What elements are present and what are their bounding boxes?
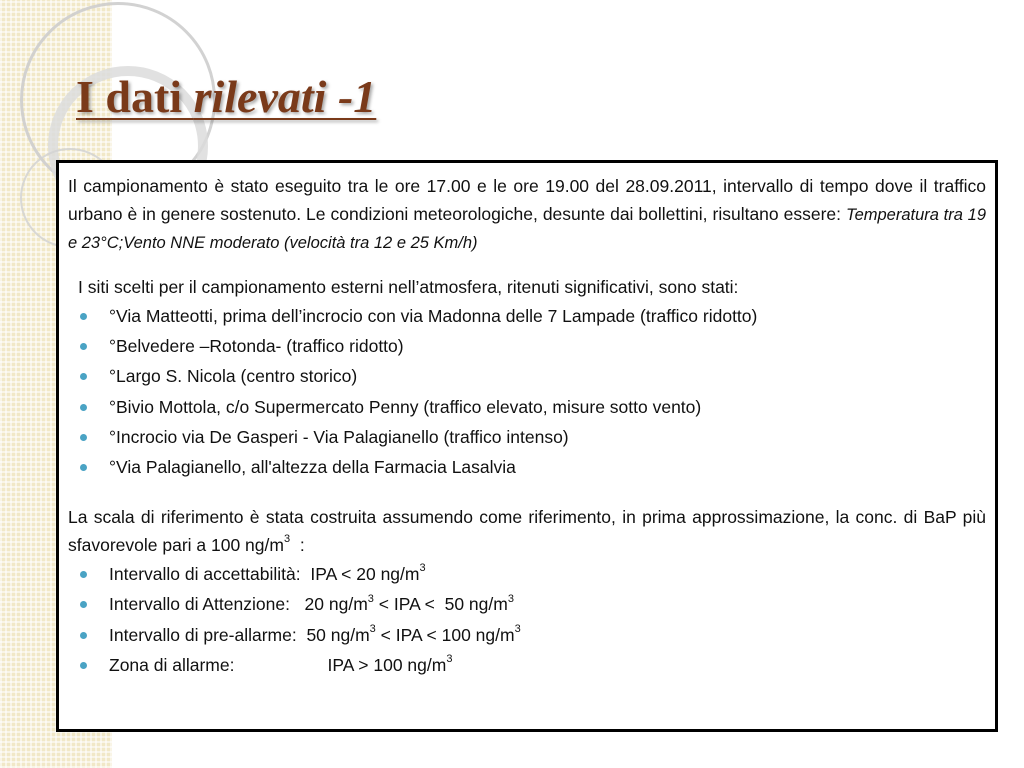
range-sup: 3 <box>367 592 374 605</box>
content-box <box>56 160 998 732</box>
site-item: °Via Palagianello, all'altezza della Farmacia Lasalvia <box>68 452 986 482</box>
intro-text: Il campionamento è stato eseguito tra le ore 17.00 e le ore 19.00 del 28.09.2011, intervallo di tempo dove il traffico urbano è in genere sostenuto. Le condizioni meteorologiche, desunte dai bollettini, risultano essere: <box>68 176 986 224</box>
site-item: °Incrocio via De Gasperi - Via Palagianello (traffico intenso) <box>68 422 986 452</box>
scale-sup: 3 <box>283 532 291 545</box>
range-attention <box>68 589 986 619</box>
range-label: Zona di allarme: <box>109 654 235 675</box>
slide-title <box>76 70 376 123</box>
sites-list <box>68 301 986 482</box>
weather-conditions: Temperatura tra 19 e 23°C;Vento NNE moderato (velocità tra 12 e 25 Km/h) <box>68 205 986 252</box>
title-part1: I dati <box>76 71 194 122</box>
intro-paragraph <box>68 173 986 258</box>
range-mid: < IPA < 50 ng/m <box>373 594 508 615</box>
range-label: Intervallo di Attenzione: 20 ng/m <box>109 594 368 615</box>
range-sup: 3 <box>514 622 521 635</box>
range-sup: 3 <box>369 622 376 635</box>
range-alarm <box>68 650 986 680</box>
scale-paragraph <box>68 504 986 559</box>
title-part2: rilevati -1 <box>193 71 377 122</box>
sites-intro: I siti scelti per il campionamento esterni nell’atmosfera, ritenuti significativi, sono stati: <box>78 276 739 297</box>
range-label: Intervallo di pre-allarme: 50 ng/m <box>109 624 370 645</box>
ranges-list <box>68 559 986 680</box>
site-item: °Bivio Mottola, c/o Supermercato Penny (traffico elevato, misure sotto vento) <box>68 392 986 422</box>
range-sup: 3 <box>419 562 426 575</box>
range-sup: 3 <box>446 653 453 665</box>
range-value: IPA > 100 ng/m <box>327 654 447 675</box>
range-acceptability <box>68 559 986 589</box>
range-mid: < IPA < 100 ng/m <box>375 624 515 645</box>
range-pre-alarm <box>68 620 986 650</box>
scale-text: La scala di riferimento è stata costruita assumendo come riferimento, in prima approssimazione, la conc. di BaP più sfavorevole pari a 100 ng/m <box>68 507 986 555</box>
site-item: °Belvedere –Rotonda- (traffico ridotto) <box>68 331 986 361</box>
scale-suffix: : <box>290 534 305 555</box>
site-item: °Largo S. Nicola (centro storico) <box>68 361 986 391</box>
site-item: °Via Matteotti, prima dell’incrocio con via Madonna delle 7 Lampade (traffico ridotto) <box>68 301 986 331</box>
range-label: Intervallo di accettabilità: IPA < 20 ng/m <box>109 564 420 585</box>
range-sup: 3 <box>507 592 514 605</box>
